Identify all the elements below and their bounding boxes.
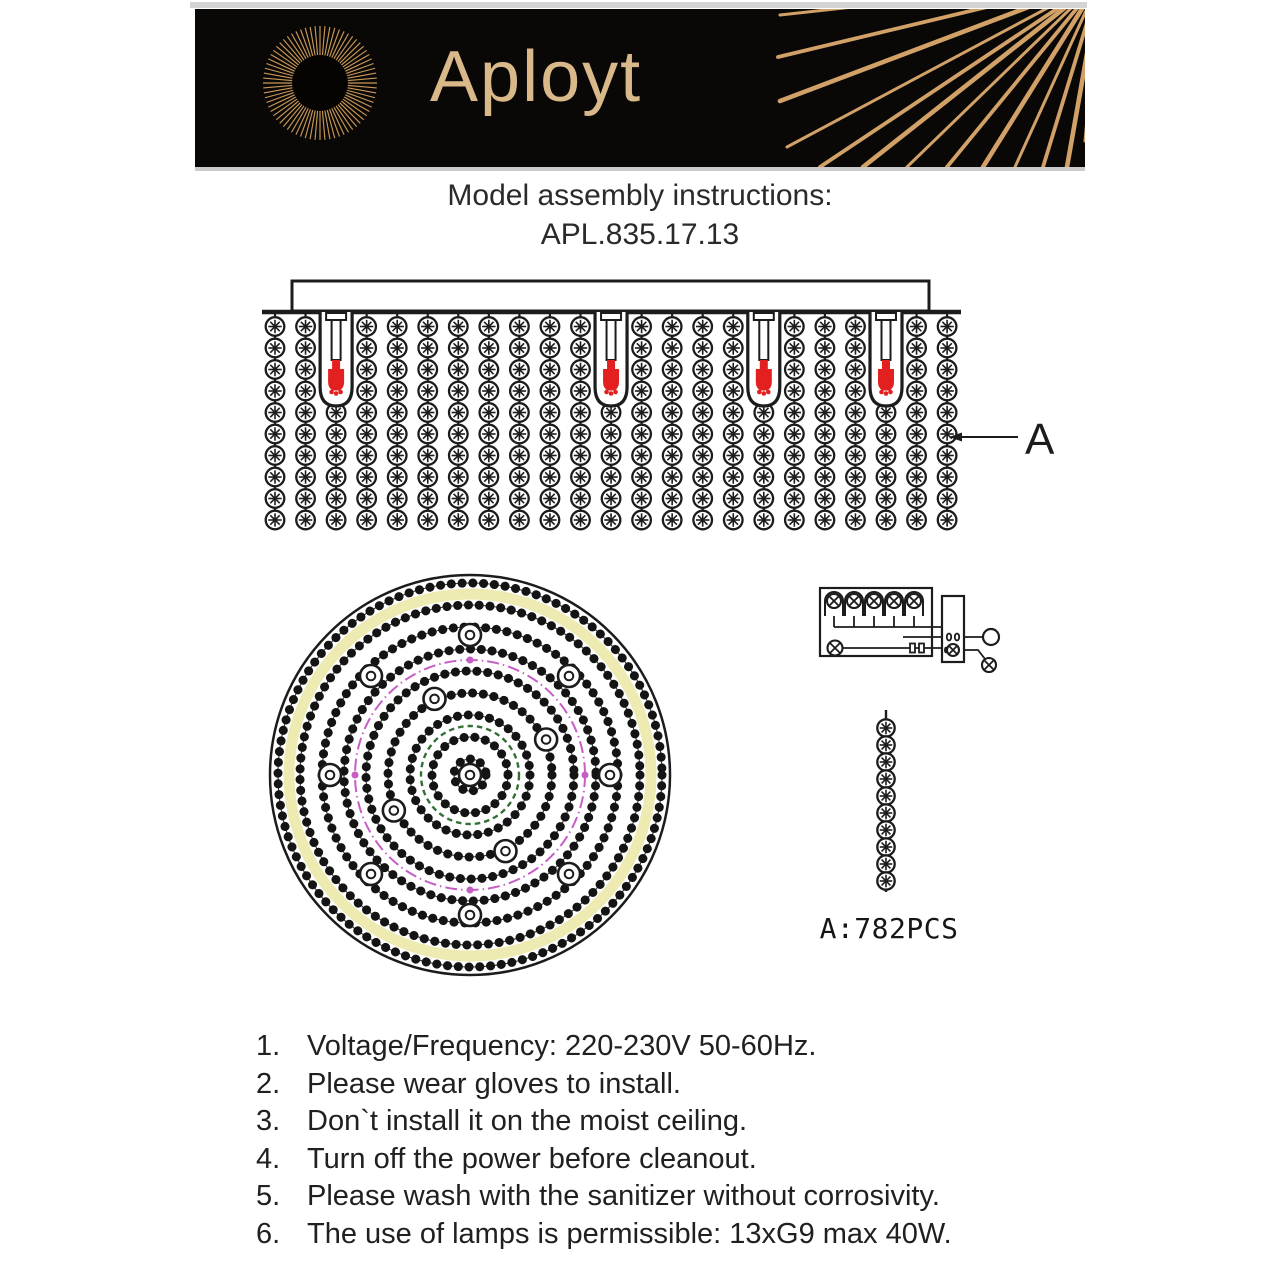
instruction-item [256,1178,1076,1216]
instruction-text: Don`t install it on the moist ceiling. [307,1105,748,1137]
instruction-item [256,1216,1076,1254]
crystal-strand-part-drawing [866,704,906,904]
chandelier-side-view-drawing [240,265,1070,565]
instruction-text: Please wash with the sanitizer without corrosivity. [307,1180,940,1212]
instructions-list [256,1028,1076,1253]
instruction-number: 4. [256,1142,281,1175]
page-title: Model assembly instructions: [447,179,833,212]
wiring-diagram [815,580,1015,680]
callout-label-A: A [1025,415,1055,464]
instruction-number: 1. [256,1030,281,1062]
instruction-number: 3. [256,1105,281,1137]
instruction-number: 5. [256,1180,281,1212]
instruction-text: Please wear gloves to install. [307,1067,681,1100]
instruction-text: The use of lamps is permissible: 13xG9 max 40W. [307,1217,952,1250]
instruction-item [256,1103,1076,1141]
instruction-number: 6. [256,1217,281,1250]
instruction-item [256,1141,1076,1179]
brand-banner [195,9,1085,167]
instruction-item [256,1028,1076,1066]
instruction-item [256,1066,1076,1104]
page-edge-strip [190,2,1087,8]
chandelier-bottom-view-drawing [265,570,675,980]
instruction-number: 2. [256,1067,281,1100]
brand-wordmark: Aployt [430,37,643,117]
part-quantity-label: A:782PCS [819,912,959,945]
instruction-text: Voltage/Frequency: 220-230V 50-60Hz. [307,1030,817,1062]
banner-underline [195,167,1085,171]
title-block [195,178,1085,253]
instruction-text: Turn off the power before cleanout. [307,1142,757,1175]
model-number: APL.835.17.13 [540,218,740,251]
starburst-logo-icon [253,13,387,153]
